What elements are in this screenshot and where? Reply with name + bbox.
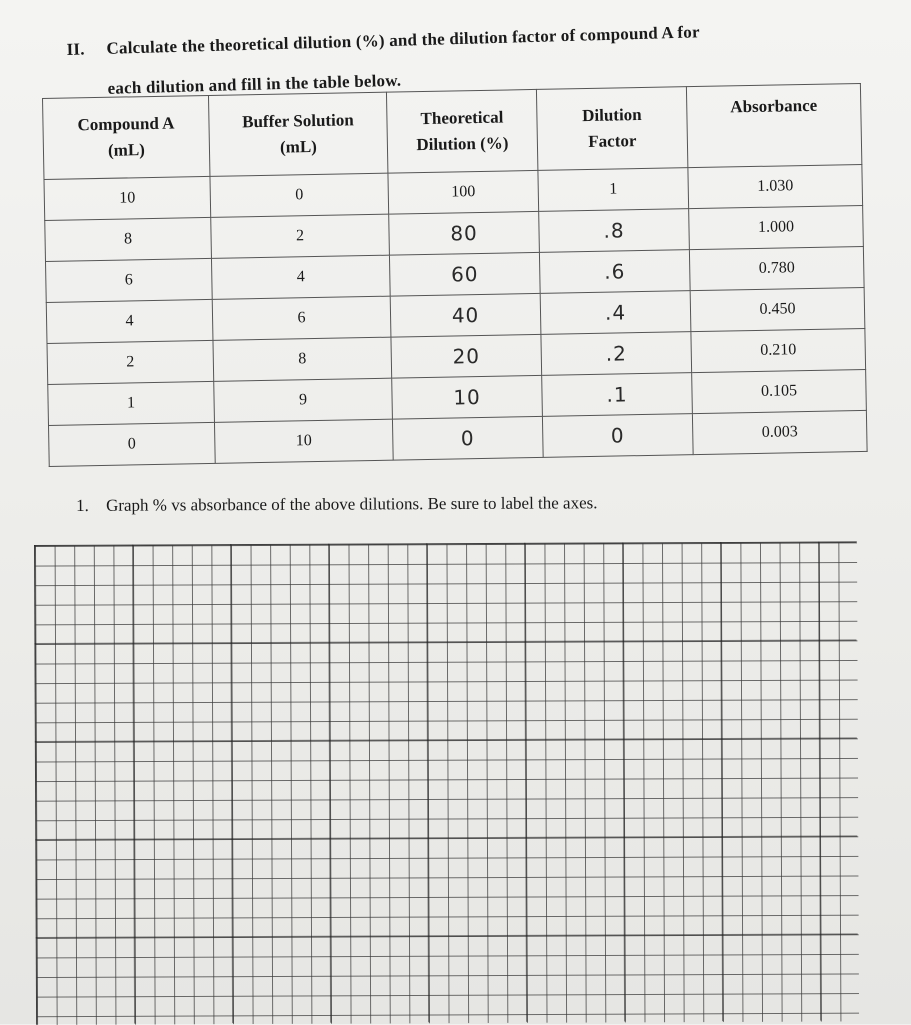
absorbance-cell: 0.105 [692,369,867,413]
header-compound [43,95,210,179]
compound-cell: 4 [46,299,213,343]
question-number: 1. [76,495,89,515]
absorbance-cell: 1.000 [689,205,864,249]
factor-cell-handwritten: .2 [541,332,692,376]
header-buffer-line2: (mL) [279,136,318,157]
header-buffer [208,92,387,176]
header-absorbance-line1: Absorbance [730,95,818,117]
header-dilution-line2: Dilution (%) [416,133,509,155]
factor-cell-handwritten: .6 [539,250,690,294]
absorbance-cell: 0.780 [689,246,864,290]
buffer-cell: 8 [213,337,392,381]
factor-cell-handwritten: .8 [539,209,690,253]
heading-line-2: each dilution and fill in the table below. [107,70,402,98]
section-number: II. [66,39,85,59]
dilution-cell-handwritten: 20 [391,334,542,378]
absorbance-cell: 0.450 [690,287,865,331]
buffer-cell: 9 [214,378,393,422]
header-compound-line2: (mL) [107,140,146,160]
header-compound-line1: Compound A [77,113,175,135]
dilution-cell-handwritten: 80 [389,211,540,255]
dilution-table-wrapper [42,83,867,467]
compound-cell: 1 [48,381,215,425]
header-absorbance [686,84,861,168]
dilution-cell-handwritten: 0 [392,416,543,460]
compound-cell: 2 [47,340,214,384]
compound-cell: 0 [49,422,216,466]
header-dilution-factor [536,87,687,171]
dilution-cell: 100 [388,170,539,214]
buffer-cell: 0 [210,173,389,217]
dilution-table [42,83,868,467]
factor-cell-handwritten: .1 [542,373,693,417]
compound-cell: 10 [44,176,211,220]
factor-cell-handwritten: .4 [540,291,691,335]
dilution-cell-handwritten: 60 [389,252,540,296]
header-dilution-line1: Theoretical [420,107,504,129]
factor-cell-handwritten: 0 [542,414,693,458]
buffer-cell: 6 [212,296,391,340]
header-buffer-line1: Buffer Solution [241,110,354,132]
heading-line-1: Calculate the theoretical dilution (%) and the dilution factor of compound A for [106,22,700,58]
buffer-cell: 10 [214,419,393,463]
absorbance-cell: 0.210 [691,328,866,372]
header-theoretical-dilution [386,89,537,173]
header-factor-line1: Dilution [581,105,642,126]
dilution-cell-handwritten: 10 [392,375,543,419]
table-header-row [43,84,862,180]
buffer-cell: 2 [211,214,390,258]
header-factor-line2: Factor [588,131,637,151]
question-1 [76,493,598,516]
graph-paper-grid [34,541,859,1025]
question-text: Graph % vs absorbance of the above dilutions. Be sure to label the axes. [105,493,598,515]
dilution-cell-handwritten: 40 [390,293,541,337]
compound-cell: 8 [45,217,212,261]
factor-cell: 1 [538,168,689,212]
absorbance-cell: 1.030 [688,164,863,208]
buffer-cell: 4 [211,255,390,299]
absorbance-cell: 0.003 [692,410,867,454]
compound-cell: 6 [45,258,212,302]
